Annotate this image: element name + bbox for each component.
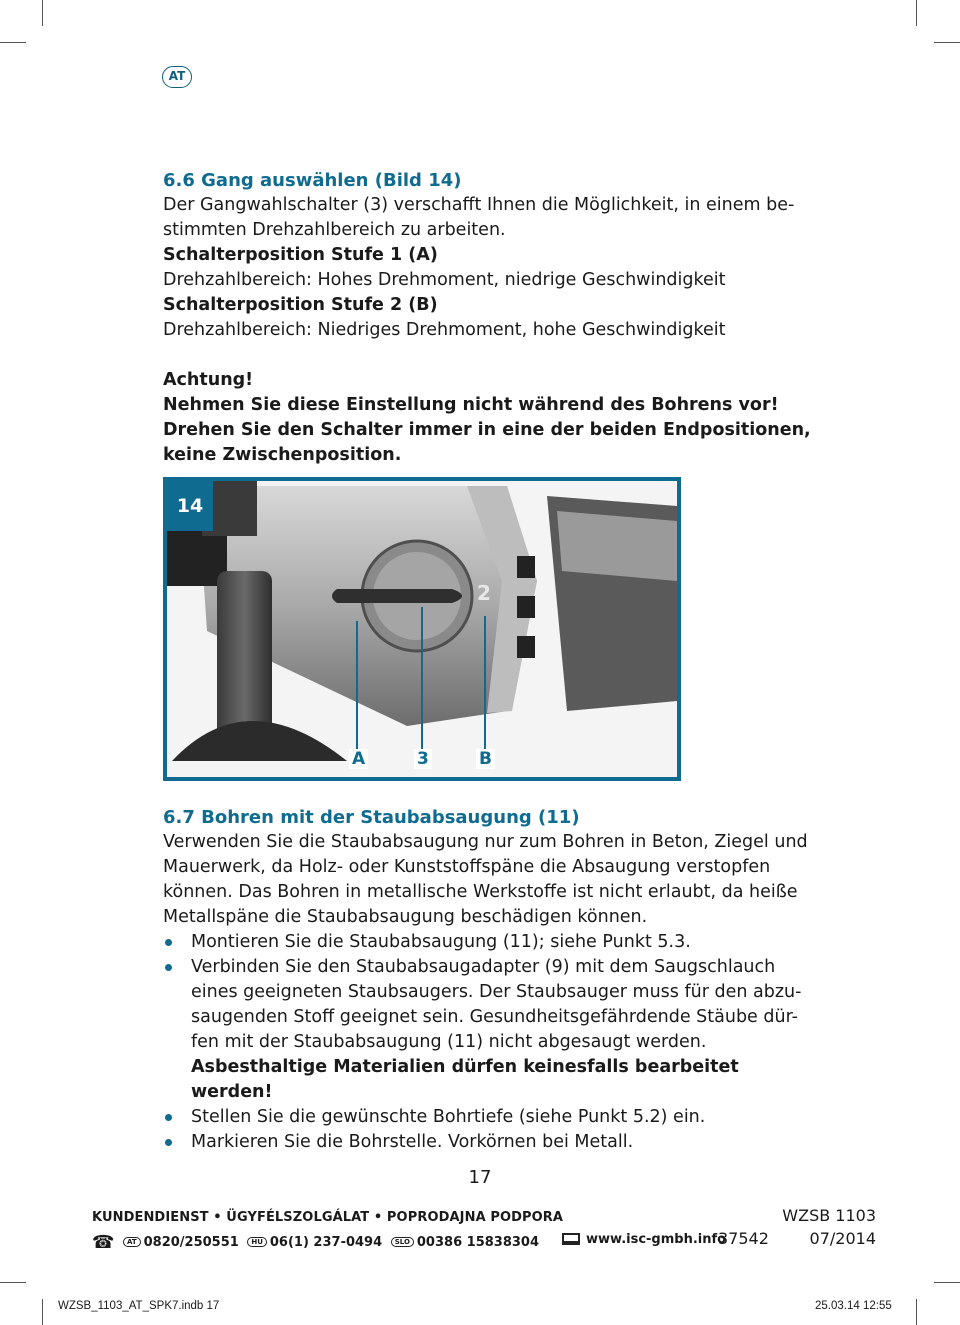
instruction-list	[163, 930, 813, 1155]
country-code-at: AT	[123, 1237, 141, 1247]
country-code-hu: HU	[247, 1237, 267, 1247]
figure-14	[163, 477, 681, 781]
country-code-slo: SLO	[391, 1237, 414, 1247]
warning-line: Drehen Sie den Schalter immer in eine der beiden Endpositionen,	[163, 420, 811, 440]
section-gear-selection	[163, 168, 813, 343]
crop-mark	[934, 1282, 960, 1283]
figure-label-a: A	[349, 749, 368, 769]
figure-label-b: B	[476, 749, 495, 769]
print-file-slug: WZSB_1103_AT_SPK7.indb 17	[58, 1300, 220, 1312]
para-line: Verwenden Sie die Staubabsaugung nur zum Bohren in Beton, Ziegel und	[163, 832, 808, 852]
section-dust-extraction	[163, 805, 813, 1155]
list-item-line: Verbinden Sie den Staubabsaugadapter (9) mit dem Saugschlauch	[191, 957, 776, 977]
crop-mark	[916, 0, 917, 26]
figure-number: 14	[167, 481, 213, 531]
footer-title: KUNDENDIENST • ÜGYFÉLSZOLGÁLAT • POPRODAJNA PODPORA	[92, 1210, 564, 1225]
intro-line: stimmten Drehzahlbereich zu arbeiten.	[163, 220, 506, 240]
list-item-line: fen mit der Staubabsaugung (11) nicht abgesaugt werden.	[191, 1032, 707, 1052]
list-item-line: saugenden Stoff geeignet sein. Gesundheitsgefährdende Stäube dür-	[191, 1007, 798, 1027]
crop-mark	[0, 42, 26, 43]
position2-title: Schalterposition Stufe 2 (B)	[163, 295, 438, 315]
list-item: Markieren Sie die Bohrstelle. Vorkörnen bei Metall.	[163, 1130, 813, 1155]
crop-mark	[934, 42, 960, 43]
article-number: 37542	[718, 1229, 769, 1248]
drill-illustration	[167, 481, 677, 777]
phone-at: 0820/250551	[143, 1235, 239, 1250]
section-title: 6.6 Gang auswählen (Bild 14)	[163, 170, 462, 191]
crop-mark	[916, 1299, 917, 1325]
website-link[interactable]: www.isc-gmbh.info	[586, 1232, 727, 1247]
warning-title: Achtung!	[163, 370, 254, 390]
model-number: WZSB 1103	[782, 1206, 876, 1225]
para-line: Metallspäne die Staubabsaugung beschädigen können.	[163, 907, 648, 927]
list-item-line: eines geeigneten Staubsaugers. Der Staubsauger muss für den abzu-	[191, 982, 802, 1002]
position1-text: Drehzahlbereich: Hohes Drehmoment, niedrige Geschwindigkeit	[163, 270, 726, 290]
footer-phones	[92, 1232, 539, 1253]
print-date-slug: 25.03.14 12:55	[815, 1300, 892, 1312]
list-item: Stellen Sie die gewünschte Bohrtiefe (siehe Punkt 5.2) ein.	[163, 1105, 813, 1130]
telephone-icon: ☎	[92, 1232, 115, 1253]
crop-mark	[42, 0, 43, 26]
phone-slo: 00386 15838304	[416, 1235, 540, 1250]
crop-mark	[0, 1282, 26, 1283]
edition-date: 07/2014	[809, 1229, 876, 1248]
dial-label: 2	[477, 581, 491, 605]
phone-hu: 06(1) 237-0494	[269, 1235, 383, 1250]
figure-label-3: 3	[414, 749, 432, 769]
position2-text: Drehzahlbereich: Niedriges Drehmoment, hohe Geschwindigkeit	[163, 320, 726, 340]
para-line: Mauerwerk, da Holz- oder Kunststoffspäne die Absaugung verstopfen	[163, 857, 771, 877]
list-item	[163, 955, 813, 1105]
section-title: 6.7 Bohren mit der Staubabsaugung (11)	[163, 807, 580, 828]
footer-web	[562, 1232, 726, 1247]
page-number: 17	[468, 1167, 492, 1188]
list-item: Montieren Sie die Staubabsaugung (11); siehe Punkt 5.3.	[163, 930, 813, 955]
laptop-icon	[562, 1233, 580, 1245]
para-line: können. Das Bohren in metallische Werkstoffe ist nicht erlaubt, da heiße	[163, 882, 798, 902]
asbestos-warning: Asbesthaltige Materialien dürfen keinesfalls bearbeitet werden!	[191, 1057, 739, 1102]
crop-mark	[42, 1299, 43, 1325]
country-badge: AT	[162, 66, 192, 88]
warning-line: keine Zwischenposition.	[163, 445, 402, 465]
warning-line: Nehmen Sie diese Einstellung nicht während des Bohrens vor!	[163, 395, 779, 415]
service-footer	[92, 1200, 882, 1260]
warning-block	[163, 368, 813, 468]
position1-title: Schalterposition Stufe 1 (A)	[163, 245, 438, 265]
intro-line: Der Gangwahlschalter (3) verschafft Ihnen die Möglichkeit, in einem be-	[163, 195, 795, 215]
